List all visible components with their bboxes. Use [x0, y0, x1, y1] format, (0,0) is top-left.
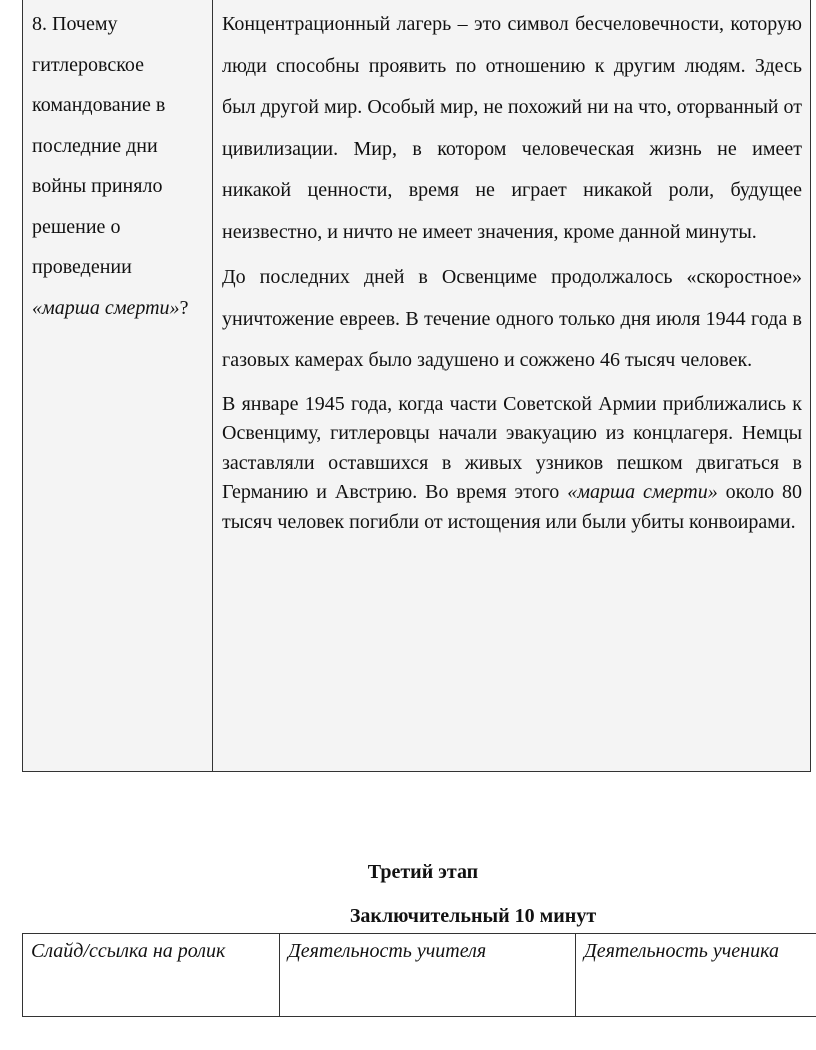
header-cell-student: Деятельность ученика [575, 934, 816, 1016]
answer-paragraph-1: Концентрационный лагерь – это символ бесчеловечности, которую люди способны проявить по отношению к другим людям. Здесь был другой мир. Особый мир, не похожий ни на что, оторванный от цивилизации. Мир, в котором человеческая жизнь не имеет никакой ценности, время не играет никакой роли, будущее неизвестно, и ничто не имеет значения, кроме данной минуты. [222, 13, 802, 243]
answer-paragraph-3 [222, 390, 802, 538]
answer-p3-text-a: В январе 1945 года, когда части Советской Армии приближались к Освенциму, гитлеровцы начали эвакуацию из концлагеря. Немцы заставляли оставшихся в живых узников пешком двигаться в Германию и Австрию. Во время этого [222, 392, 802, 503]
question-table [22, 0, 811, 772]
column-divider [212, 0, 213, 771]
question-italic-term: «марша смерти» [32, 296, 180, 319]
answer-p3-text-b: около 80 тысяч человек погибли от истощения или были убиты конвоирами. [222, 481, 803, 533]
answer-p3-italic: «марша смерти» [567, 481, 718, 503]
answer-paragraph-2: До последних дней в Освенциме продолжалось «скоростное» уничтожение евреев. В течение одного только дня июля 1944 года в газовых камерах было задушено и сожжено 46 тысяч человек. [222, 266, 802, 371]
stage-heading: Третий этап [367, 861, 479, 883]
header-cell-teacher: Деятельность учителя [279, 934, 575, 1016]
question-mark: ? [179, 296, 189, 319]
question-cell [32, 4, 202, 328]
answer-cell [222, 4, 802, 537]
header-cell-slide: Слайд/ссылка на ролик [31, 940, 226, 962]
stage-table [22, 933, 816, 1017]
question-text: 8. Почему гитлеровское командование в последние дни войны приняло решение о проведении [32, 13, 166, 278]
stage-subheading: Заключительный 10 минут [349, 905, 597, 927]
